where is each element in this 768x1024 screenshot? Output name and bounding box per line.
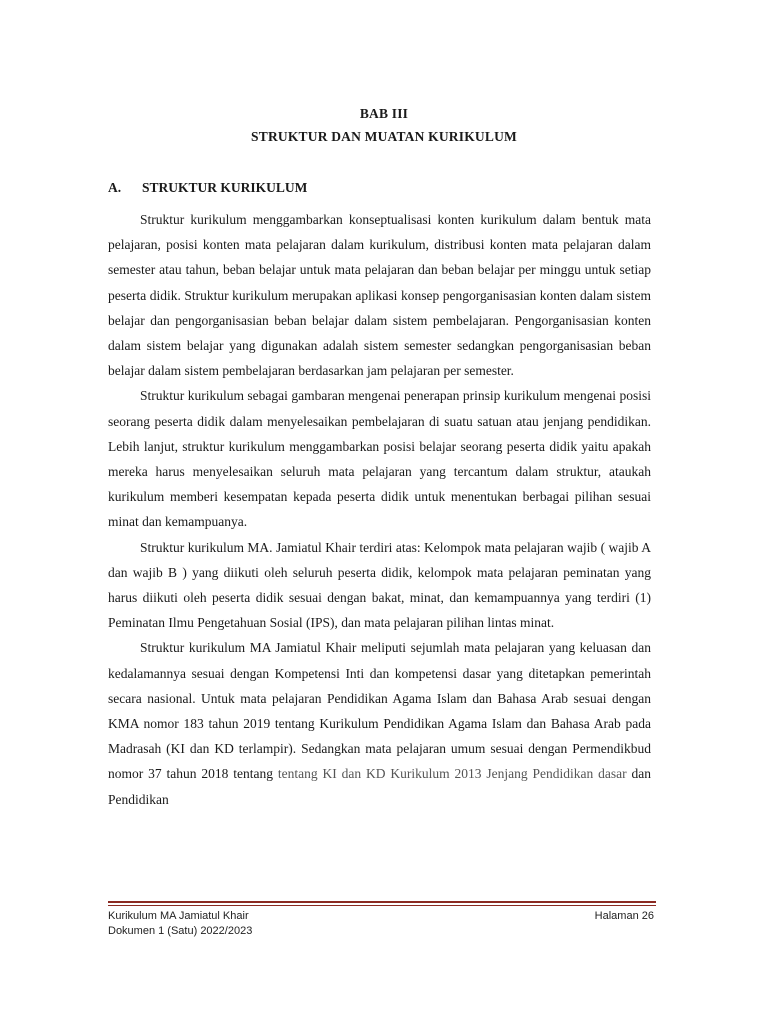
footer-rule-thin xyxy=(108,905,656,906)
paragraph-3: Struktur kurikulum MA. Jamiatul Khair terdiri atas: Kelompok mata pelajaran wajib ( wajib A dan wajib B ) yang diikuti oleh seluruh peserta didik, kelompok mata pelajaran peminatan yang harus diikuti oleh peserta didik sesuai dengan bakat, minat, dan kemampuannya yang terdiri (1) Peminatan Ilmu Pengetahuan Sosial (IPS), dan mata pelajaran pilihan lintas minat. xyxy=(108,539,651,631)
chapter-label: BAB III xyxy=(359,106,409,121)
footer-rule-thick xyxy=(108,901,656,903)
section-title: STRUKTUR KURIKULUM xyxy=(142,180,308,195)
section-heading xyxy=(108,180,307,196)
footer-document-number: Dokumen 1 (Satu) 2022/2023 xyxy=(108,925,253,937)
paragraph-4 xyxy=(108,635,651,811)
section-number: A. xyxy=(108,180,122,195)
paragraph-4-tail: dan Pendidikan xyxy=(108,766,652,807)
paragraph-2: Struktur kurikulum sebagai gambaran mengenai penerapan prinsip kurikulum mengenai posisi seorang peserta didik dalam menyelesaikan pembelajaran di suatu satuan atau jenjang pendidikan. Lebih lanjut, struktur kurikulum menggambarkan posisi belajar seorang peserta didik yaitu apakah mereka harus menyelesaikan seluruh mata pelajaran yang tercantum dalam struktur, ataukah kurikulum memberi kesempatan kepada peserta didik untuk menentukan berbagai pilihan sesuai minat dan kemampuanya. xyxy=(108,388,651,530)
paragraph-1: Struktur kurikulum menggambarkan konseptualisasi konten kurikulum dalam bentuk mata pelajaran, posisi konten mata pelajaran dalam kurikulum, distribusi konten mata pelajaran dalam semester atau tahun, beban belajar untuk mata pelajaran dan beban belajar per minggu untuk setiap peserta didik. Struktur kurikulum merupakan aplikasi konsep pengorganisasian konten dalam sistem belajar dan pengorganisasian beban belajar dalam sistem pembelajaran. Pengorganisasian konten dalam sistem belajar yang digunakan adalah sistem semester sedangkan pengorganisasian beban belajar dalam sistem pembelajaran berdasarkan jam pelajaran per semester. xyxy=(108,212,651,379)
chapter-title: STRUKTUR DAN MUATAN KURIKULUM xyxy=(251,129,517,144)
footer-page-number: Halaman 26 xyxy=(594,910,654,922)
footer-left xyxy=(108,909,252,939)
body-text xyxy=(108,207,651,812)
reference-text: tentang KI dan KD Kurikulum 2013 Jenjang Pendidikan dasar xyxy=(277,766,627,782)
paragraph-4-text: Struktur kurikulum MA Jamiatul Khair meliputi sejumlah mata pelajaran yang keluasan dan kedalamannya sesuai dengan Kompetensi Inti dan kompetensi dasar yang ditetapkan pemerintah secara nasional. Untuk mata pelajaran Pendidikan Agama Islam dan Bahasa Arab sesuai dengan KMA nomor 183 tahun 2019 tentang Kurikulum Pendidikan Agama Islam dan Bahasa Arab pada Madrasah (KI dan KD terlampir). Sedangkan mata pelajaran umum sesuai dengan Permendikbud nomor 37 tahun 2018 tentang xyxy=(108,640,651,782)
footer-document-name: Kurikulum MA Jamiatul Khair xyxy=(108,910,249,922)
